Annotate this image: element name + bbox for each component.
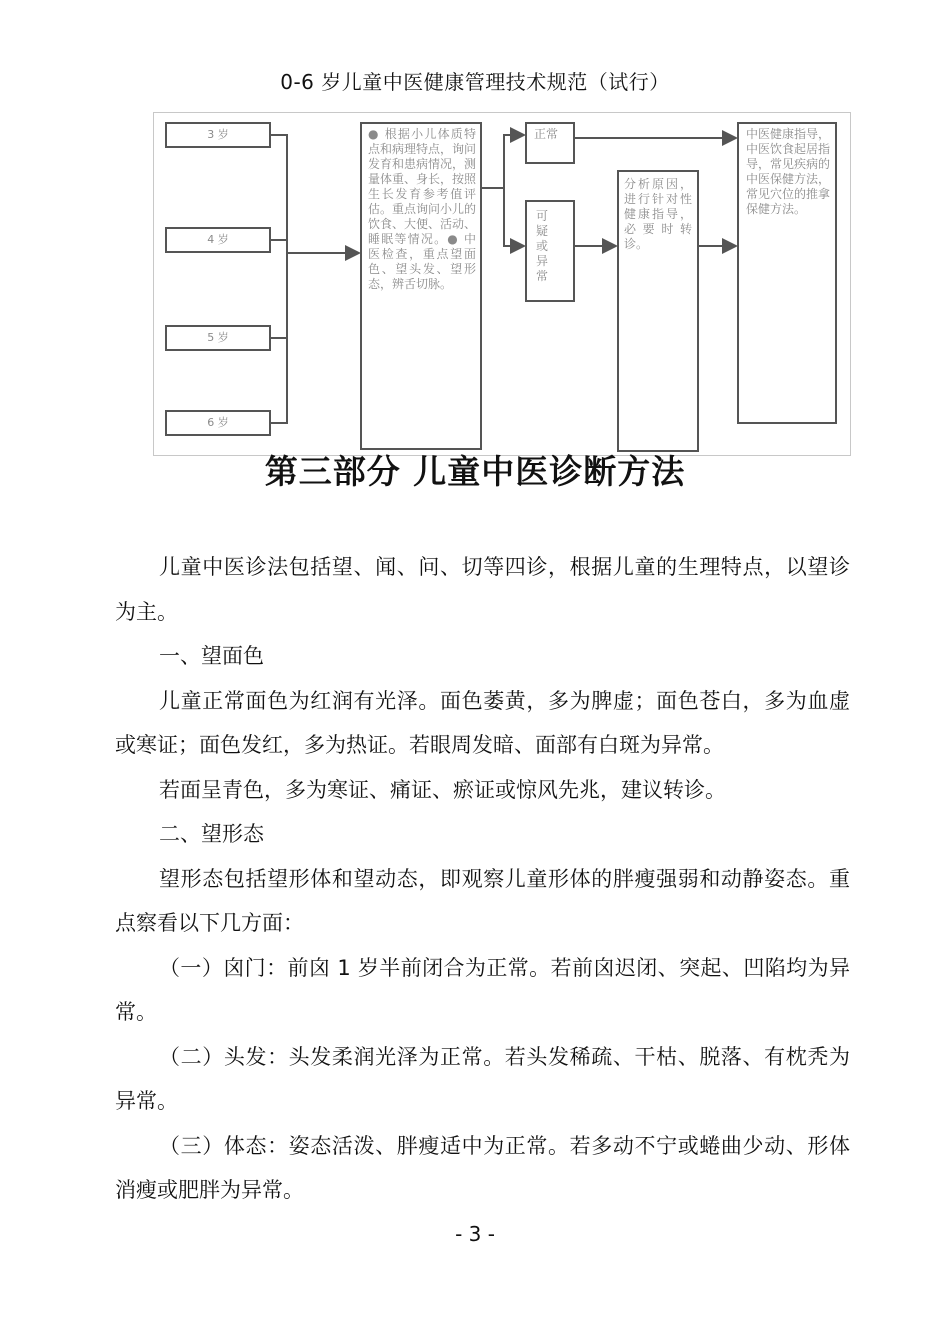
age-label-3: 3 岁 [207,128,229,141]
paragraph: （二）头发：头发柔润光泽为正常。若头发稀疏、干枯、脱落、有枕秃为异常。 [115,1044,850,1113]
paragraph: （一）囟门：前囟 1 岁半前闭合为正常。若前囟迟闭、突起、凹陷均为异常。 [115,955,850,1024]
heading-form-state: 二、望形态 [159,822,264,846]
guidance-box-text: 中医健康指导，中医饮食起居指导，常见疾病的中医保健方法，常见穴位的推拿保健方法。 [746,127,831,216]
analysis-box-text: 分析原因，进行针对性健康指导，必要时转诊。 [624,177,692,251]
page-number: - 3 - [455,1222,495,1246]
heading-face-color: 一、望面色 [159,644,264,668]
abnormal-box-text: 可疑或异常 [536,209,549,283]
paragraph: 儿童中医诊法包括望、闻、问、切等四诊，根据儿童的生理特点，以望诊为主。 [115,555,850,624]
observe-box-text: ● 根据小儿体质特点和病理特点，询问发育和患病情况，测量体重、身长，按照生长发育参考值评估。重点询问小儿的饮食、大便、活动、睡眠等情况。● 中医检查，重点望面色、望头发、望形态，辨舌切脉。 [368,127,477,291]
age-label-5: 5 岁 [207,331,229,344]
document-header: 0-6 岁儿童中医健康管理技术规范（试行） [280,70,670,94]
flowchart-figure [153,112,851,456]
paragraph: （三）体态：姿态活泼、胖瘦适中为正常。若多动不宁或蜷曲少动、形体消瘦或肥胖为异常。 [115,1133,850,1202]
age-label-4: 4 岁 [207,233,229,246]
age-label-6: 6 岁 [207,416,229,429]
normal-box-text: 正常 [534,127,559,141]
paragraph: 望形态包括望形体和望动态，即观察儿童形体的胖瘦强弱和动静姿态。重点察看以下几方面： [115,866,850,935]
section-title: 第三部分 儿童中医诊断方法 [264,452,686,491]
body-text [115,545,850,1213]
paragraph: 若面呈青色，多为寒证、痛证、瘀证或惊风先兆，建议转诊。 [159,777,726,802]
paragraph: 儿童正常面色为红润有光泽。面色萎黄，多为脾虚；面色苍白，多为血虚或寒证；面色发红，多为热证。若眼周发暗、面部有白斑为异常。 [115,688,850,757]
